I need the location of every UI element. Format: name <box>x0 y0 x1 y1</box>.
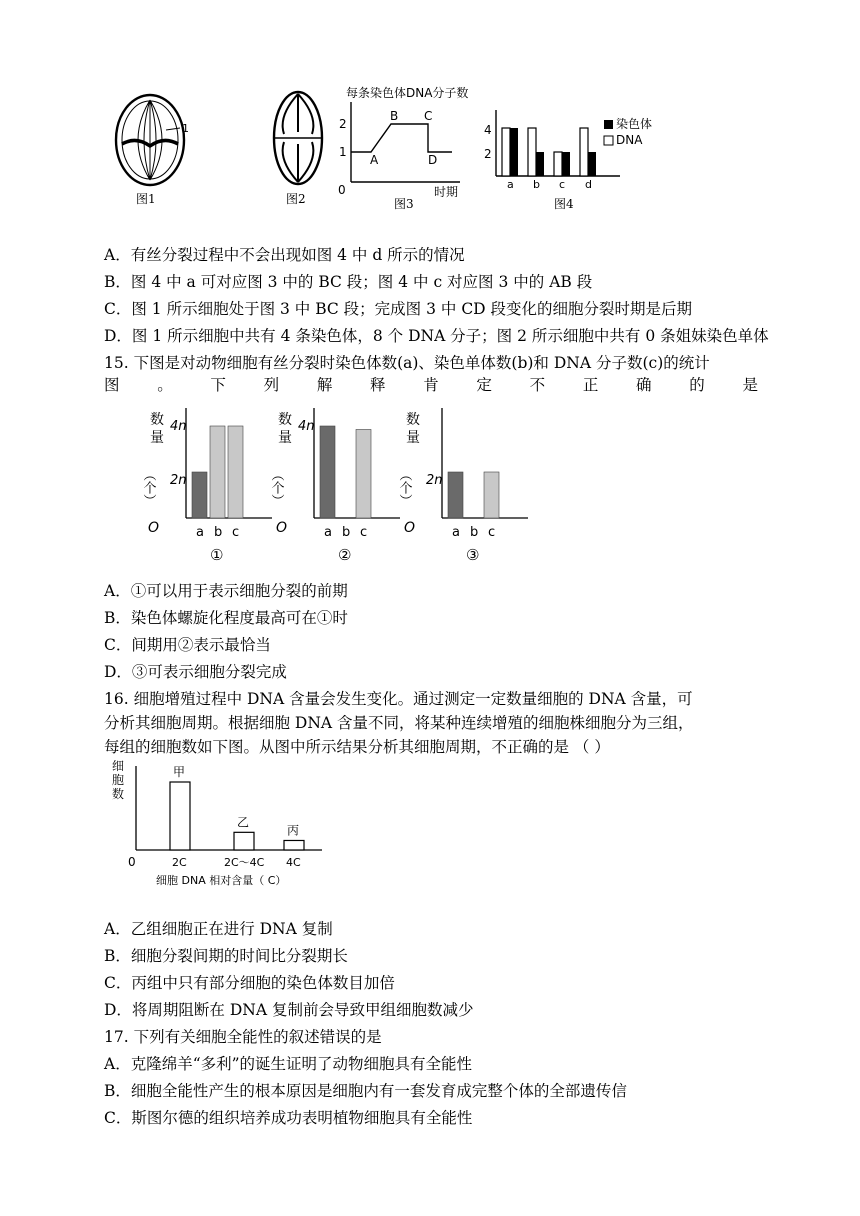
q15-bar-c <box>484 472 499 518</box>
q14-option-d: D．图 1 所示细胞中共有 4 条染色体，8 个 DNA 分子；图 2 所示细胞中共有 0 条姐妹染色单体 <box>104 327 769 345</box>
q16-bar-2 <box>284 840 304 850</box>
q15-axis-char-2: 量 <box>406 430 420 446</box>
q14-option-a: A．有丝分裂过程中不会出现如图 4 中 d 所示的情况 <box>104 246 465 264</box>
q16-category: 2C～4C <box>224 856 265 869</box>
q15-stem-line2 <box>104 374 758 396</box>
fig2-caption: 图2 <box>286 192 306 206</box>
q16-xlabel: 细胞 DNA 相对含量（ C） <box>156 874 287 887</box>
figure-3-chart <box>336 84 476 214</box>
q15-axis-char-1: 数 <box>278 412 292 428</box>
fig3-ytick-2: 2 <box>339 117 347 131</box>
q15-category-a: a <box>324 525 332 540</box>
q15-origin: O <box>148 520 160 536</box>
q15-stem-char: 肯 <box>423 376 439 394</box>
fig4-bar-dna-a <box>510 128 518 176</box>
fig4-bar-chromosome-b <box>528 128 536 176</box>
q15-category-a: a <box>196 525 204 540</box>
q15-category-b: b <box>342 525 351 540</box>
q15-chart-title: ① <box>210 546 224 564</box>
fig3-ylabel: 每条染色体DNA分子数 <box>346 86 469 100</box>
fig3-point-b: B <box>390 109 399 123</box>
q16-origin: 0 <box>128 855 136 869</box>
q16-bar-label: 乙 <box>237 815 250 830</box>
q15-stem-char: 确 <box>636 376 652 394</box>
fig3-point-d: D <box>428 153 438 167</box>
q14-option-c: C．图 1 所示细胞处于图 3 中 BC 段；完成图 3 中 CD 段变化的细胞分裂时期是后期 <box>104 300 693 318</box>
figure-2-cell <box>262 80 342 210</box>
q15-stem-char: 是 <box>742 376 758 394</box>
q15-axis-char-1: 数 <box>406 412 420 428</box>
q16-option-d: D．将周期阻断在 DNA 复制前会导致甲组细胞数减少 <box>104 1001 474 1019</box>
q16-bar-1 <box>234 832 254 850</box>
q16-chart <box>108 756 348 896</box>
fig4-category-d: d <box>585 178 592 191</box>
q15-stem-char: 正 <box>582 376 599 394</box>
q16-stem-line2: 分析其细胞周期。根据细胞 DNA 含量不同，将某种连续增殖的细胞株细胞分为三组， <box>104 714 694 732</box>
q15-charts <box>140 408 750 578</box>
q16-stem-line1: 16. 细胞增殖过程中 DNA 含量会发生变化。通过测定一定数量细胞的 DNA 含量，可 <box>104 690 693 708</box>
q15-origin: O <box>404 520 416 536</box>
q16-ylabel-char: 数 <box>112 787 125 801</box>
q15-bar-a <box>320 426 335 518</box>
q15-ytick: 4n <box>170 419 187 434</box>
fig4-bar-chromosome-c <box>554 152 562 176</box>
q15-axis-unit: （个） <box>396 468 412 507</box>
legend-chromosome-swatch <box>604 120 613 129</box>
q15-option-c: C．间期用②表示最恰当 <box>104 636 271 654</box>
legend-chromosome: 染色体 <box>616 117 653 131</box>
q15-axis-unit: （个） <box>140 468 156 507</box>
q15-axis-char-2: 量 <box>150 430 164 446</box>
q16-option-c: C．丙组中只有部分细胞的染色体数目加倍 <box>104 974 395 992</box>
fig4-bar-dna-c <box>562 152 570 176</box>
q15-ytick: 2n <box>170 473 187 488</box>
q15-bar-c <box>356 429 371 518</box>
fig1-marker: 1 <box>182 122 189 135</box>
q15-stem-line1: 15. 下图是对动物细胞有丝分裂时染色体数(a)、染色单体数(b)和 DNA 分子数(c)的统计 <box>104 354 710 372</box>
q15-stem-char: 下 <box>210 376 226 394</box>
q15-chart-title: ② <box>338 546 352 564</box>
q15-category-c: c <box>232 525 240 540</box>
q15-origin: O <box>276 520 288 536</box>
legend-dna: DNA <box>616 133 643 147</box>
fig4-bar-dna-d <box>588 152 596 176</box>
q15-option-a: A．①可以用于表示细胞分裂的前期 <box>104 582 348 600</box>
q15-axis-char-2: 量 <box>278 430 292 446</box>
fig3-point-c: C <box>424 109 433 123</box>
q16-category: 2C <box>172 856 187 869</box>
fig4-category-b: b <box>533 178 540 191</box>
q15-option-b: B．染色体螺旋化程度最高可在①时 <box>104 609 348 627</box>
q15-category-c: c <box>488 525 496 540</box>
fig4-ytick-2: 2 <box>484 147 492 161</box>
q15-stem-char: 不 <box>529 376 546 394</box>
q16-bar-0 <box>170 782 190 850</box>
fig3-caption: 图3 <box>394 197 414 211</box>
q15-stem-char: 释 <box>370 376 386 394</box>
fig4-caption: 图4 <box>554 197 574 211</box>
fig3-xlabel: 时期 <box>434 185 459 199</box>
q16-category: 4C <box>286 856 301 869</box>
q16-ylabel-char: 胞 <box>112 773 125 787</box>
q16-option-b: B．细胞分裂间期的时间比分裂期长 <box>104 947 348 965</box>
q15-category-b: b <box>214 525 223 540</box>
q15-stem-char: 列 <box>263 376 280 394</box>
q14-option-b: B．图 4 中 a 可对应图 3 中的 BC 段；图 4 中 c 对应图 3 中的 AB 段 <box>104 273 593 291</box>
figure-4-chart <box>480 84 670 214</box>
q15-option-d: D．③可表示细胞分裂完成 <box>104 663 287 681</box>
q16-option-a: A．乙组细胞正在进行 DNA 复制 <box>104 920 333 938</box>
figure-1-cell <box>108 80 198 210</box>
q15-axis-char-1: 数 <box>150 412 164 428</box>
fig4-bar-dna-b <box>536 152 544 176</box>
q15-stem-char: 定 <box>476 376 492 394</box>
q15-bar-a <box>448 472 463 518</box>
q15-bar-c <box>228 426 243 518</box>
fig3-origin: 0 <box>338 183 346 197</box>
q15-chart-title: ③ <box>466 546 480 564</box>
q15-category-c: c <box>360 525 368 540</box>
fig3-ytick-1: 1 <box>339 145 347 159</box>
q17-stem: 17. 下列有关细胞全能性的叙述错误的是 <box>104 1028 382 1046</box>
q17-option-b: B．细胞全能性产生的根本原因是细胞内有一套发育成完整个体的全部遗传信 <box>104 1082 627 1100</box>
q15-axis-unit: （个） <box>268 468 284 507</box>
fig1-caption: 图1 <box>136 192 156 206</box>
fig4-category-a: a <box>507 178 514 191</box>
q15-ytick: 2n <box>426 473 443 488</box>
q15-bar-b <box>210 426 225 518</box>
fig3-point-a: A <box>370 153 379 167</box>
q16-bar-label: 甲 <box>173 765 186 779</box>
q15-ytick: 4n <box>298 419 315 434</box>
q15-stem-char: 解 <box>316 376 333 394</box>
q15-stem-char: 图 <box>104 376 120 394</box>
q16-stem-line3: 每组的细胞数如下图。从图中所示结果分析其细胞周期，不正确的是 （ ） <box>104 738 610 756</box>
q15-category-b: b <box>470 525 479 540</box>
q15-category-a: a <box>452 525 460 540</box>
q15-stem-char: 的 <box>689 376 705 394</box>
legend-dna-swatch <box>604 136 613 145</box>
q15-bar-a <box>192 472 207 518</box>
fig4-bar-chromosome-d <box>580 128 588 176</box>
fig4-category-c: c <box>559 178 566 191</box>
q16-ylabel-char: 细 <box>112 759 125 773</box>
fig4-ytick-4: 4 <box>484 123 492 137</box>
q17-option-a: A．克隆绵羊“多利”的诞生证明了动物细胞具有全能性 <box>104 1055 473 1073</box>
q17-option-c: C．斯图尔德的组织培养成功表明植物细胞具有全能性 <box>104 1109 473 1127</box>
fig4-bar-chromosome-a <box>502 128 510 176</box>
q15-stem-char: 。 <box>157 376 173 394</box>
q16-bar-label: 丙 <box>287 823 300 838</box>
